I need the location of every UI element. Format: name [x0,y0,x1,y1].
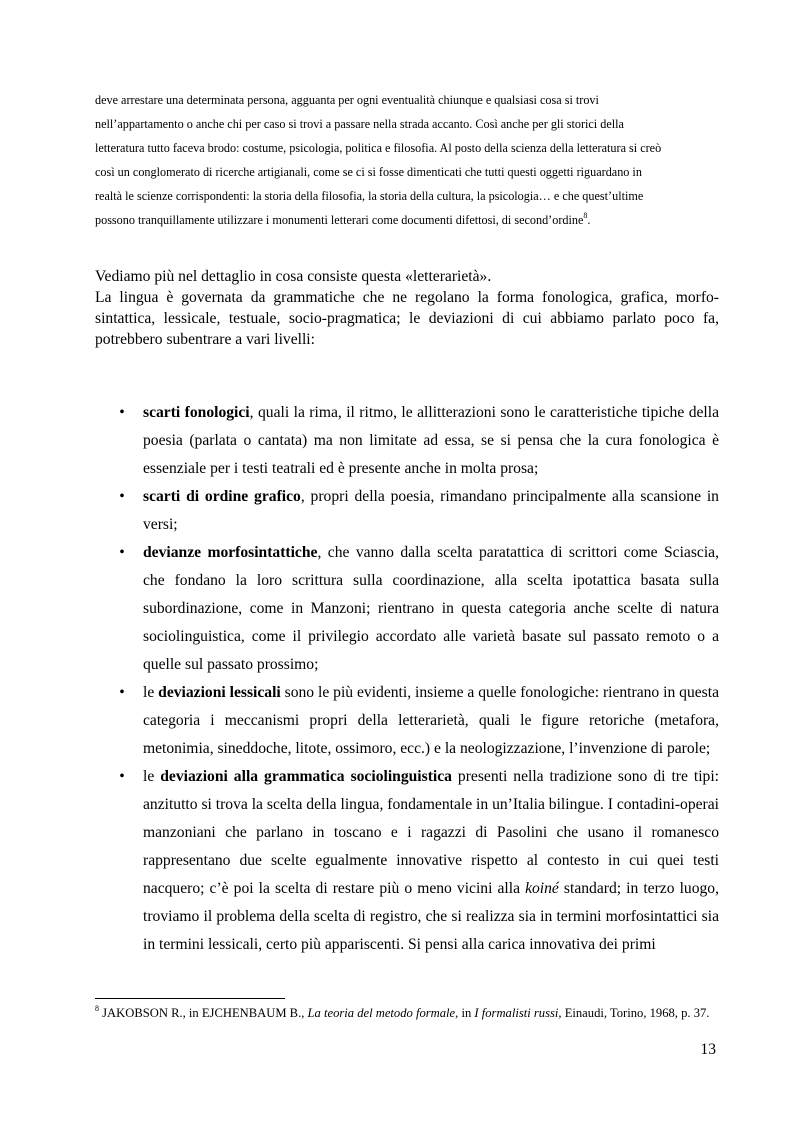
footnote-author: JAKOBSON R., in EJCHENBAUM B., [99,1006,308,1020]
footnote-text [95,1004,719,1022]
bullet-icon [116,539,128,567]
item-term: deviazioni alla grammatica sociolinguistica [160,768,452,785]
list-item [95,539,719,679]
intro-paragraphs [95,266,719,350]
footnote-reference[interactable]: 8 [583,210,588,220]
intro-paragraph: La lingua è governata da grammatiche che ne regolano la forma fonologica, grafica, morfo-sintattica, lessicale, testuale, socio-pragmatica; le deviazioni di cui abbiamo parlato poco fa, potrebbero subentrare a vari livelli: [95,289,719,348]
item-prefix: le [143,684,159,701]
item-text: sono le più evidenti, insieme a quelle fonologiche: rientrano in questa categoria i meccanismi propri della letterarietà, quali le figure retoriche (metafora, metonimia, sineddoche, litote, ossimoro, ecc.) e la neologizzazione, l’invenzione di parole; [143,684,719,757]
footnote [95,1004,719,1022]
quote-line: nell’appartamento o anche chi per caso si trovi a passare nella strada accanto. Così anche per gli storici della [95,117,624,131]
item-term: scarti fonologici [143,404,250,421]
list-item [95,399,719,483]
page-number: 13 [700,1041,716,1058]
quote-line: deve arrestare una determinata persona, agguanta per ogni eventualità chiunque e qualsiasi cosa si trovi [95,93,599,107]
bullet-icon [116,483,128,511]
item-text: , quali la rima, il ritmo, le allitterazioni sono le caratteristiche tipiche della poesia (parlata o cantata) ma non limitate ad essa, se si pensa che la cura fonologica è essenziale per i testi teatrali ed è presente anche in molta prosa; [143,404,719,477]
bullet-icon [116,679,128,707]
item-term: devianze morfosintattiche [143,544,318,561]
deviation-list [95,399,719,959]
list-item [95,763,719,959]
footnote-connector: , in [455,1006,475,1020]
bullet-icon [116,763,128,791]
footnote-title: La teoria del metodo formale [307,1006,456,1020]
footnote-number: 8 [95,1003,99,1013]
footnote-publication: , Einaudi, Torino, 1968, p. 37. [558,1006,710,1020]
quote-line: così un conglomerato di ricerche artigianali, come se ci si fosse dimenticati che tutti questi oggetti riguardano in [95,165,642,179]
item-prefix: le [143,768,161,785]
quote-text: . [587,213,591,227]
quote-line: letteratura tutto faceva brodo: costume, psicologia, politica e filosofia. Al posto della scienza della letteratura si creò [95,141,662,155]
quote-text: possono tranquillamente utilizzare i monumenti letterari come documenti difettosi, di second’ordine [95,213,584,227]
block-quote [95,88,719,232]
list-item [95,679,719,763]
intro-line: Vediamo più nel dettaglio in cosa consiste questa «letterarietà». [95,268,492,285]
quote-line: realtà le scienze corrispondenti: la storia della filosofia, la storia della cultura, la psicologia… e che quest’ultime [95,189,644,203]
footnote-book-title: I formalisti russi [474,1006,559,1020]
footnote-separator [95,998,285,999]
bullet-icon [116,399,128,427]
item-text: , che vanno dalla scelta paratattica di scrittori come Sciascia, che fondano la loro scrittura sulla coordinazione, alla scelta ipotattica basata sulla subordinazione, come in Manzoni; rientrano in questa categoria anche scelte di natura sociolinguistica, come il privilegio accordato alle varietà basate sul passato remoto o a quelle sul passato prossimo; [143,544,719,673]
item-italic-term: koiné [525,880,559,897]
item-term: scarti di ordine grafico [143,488,301,505]
list-item [95,483,719,539]
item-text: presenti nella tradizione sono di tre tipi: anzitutto si trova la scelta della lingua, fondamentale in un’Italia bilingue. I contadini-operai manzoniani che parlano in toscano e i ragazzi di Pasolini che usano il romanesco rappresentano due scelte egualmente innovative rispetto al contesto in cui quei testi nacquero; c’è poi la scelta di restare più o meno vicini alla [143,768,719,897]
item-text: standard; in terzo luogo, troviamo il problema della scelta di registro, che si realizza sia in termini morfosintattici sia in termini lessicali, certo più appariscenti. Si pensi alla carica innovativa dei primi [143,880,720,953]
item-term: deviazioni lessicali [158,684,281,701]
item-text: , propri della poesia, rimandano principalmente alla scansione in versi; [143,488,719,533]
quote-line [95,208,719,232]
